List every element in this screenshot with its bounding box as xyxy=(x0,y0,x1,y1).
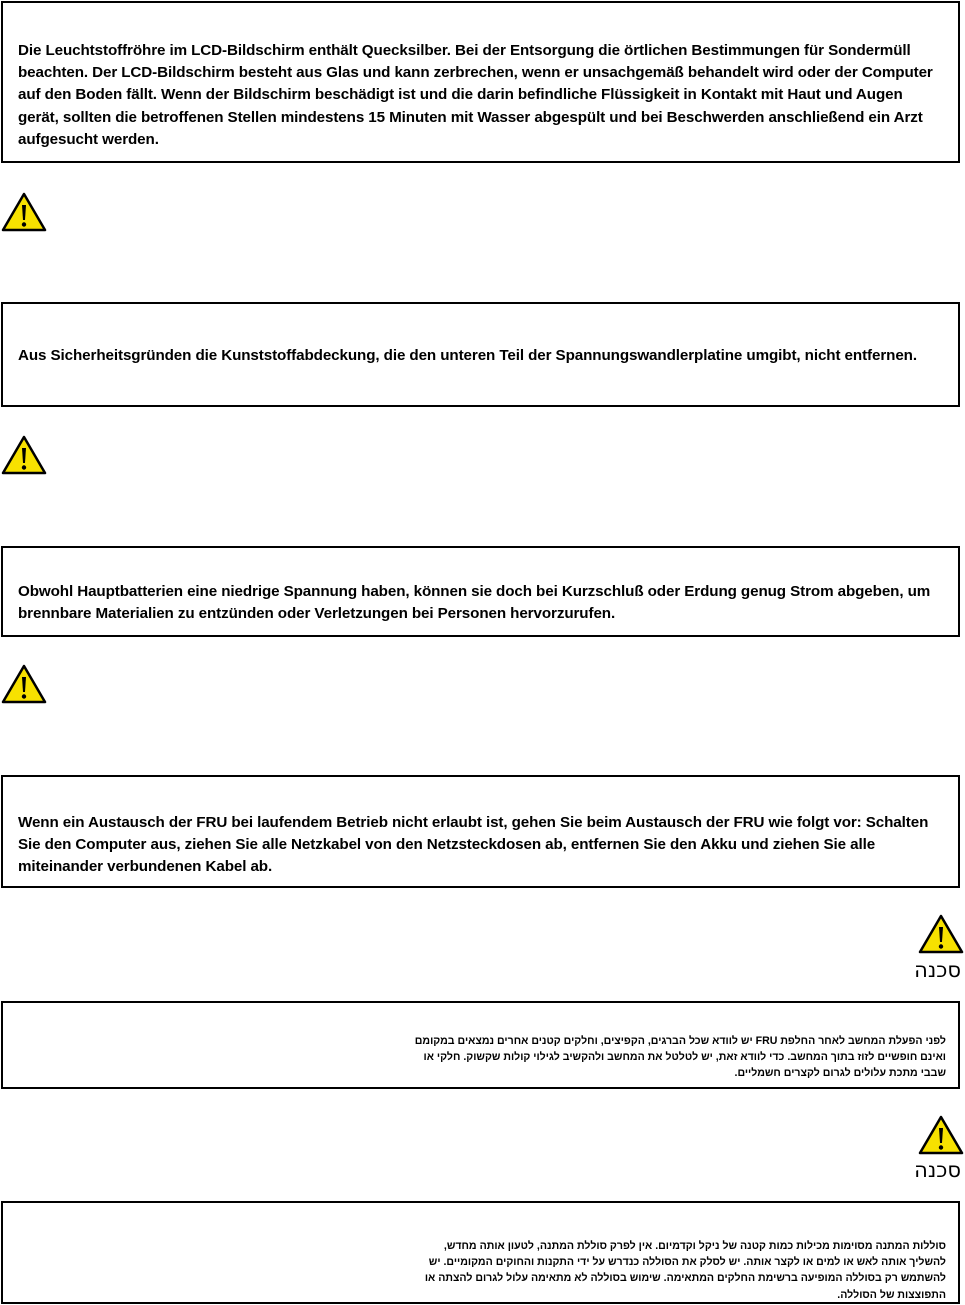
notice-text: Aus Sicherheitsgründen die Kunststoffabdeckung, die den unteren Teil der Spannungswandlerplatine umgibt, nicht entfernen. xyxy=(18,347,917,364)
warning-icon xyxy=(1,435,47,475)
warning-icon xyxy=(1,664,47,704)
notice-he-loose-parts xyxy=(1,1001,960,1089)
danger-label: סכנה xyxy=(914,1158,961,1182)
danger-label: סכנה xyxy=(914,958,961,982)
warning-icon xyxy=(918,1115,964,1155)
warning-icon xyxy=(1,192,47,232)
notice-text: Die Leuchtstoffröhre im LCD-Bildschirm enthält Quecksilber. Bei der Entsorgung die örtlichen Bestimmungen für Sondermüll beachten. Der LCD-Bildschirm besteht aus Glas und kann zerbrechen, wenn er unsachgemäß behandelt wird oder der Computer auf den Boden fällt. Wenn der Bildschirm beschädigt ist und die darin befindliche Flüssigkeit in Kontakt mit Haut und Augen gerät, sollten die betroffenen Stellen mindestens 15 Minuten mit Wasser abgespült und bei Beschwerden anschließend ein Arzt aufgesucht werden. xyxy=(18,42,933,148)
notice-text: לפני הפעלת המחשב לאחר החלפת FRU יש לוודא שכל הברגים, הקפיצים, וחלקים קטנים אחרים נמצאים במקומם ואינם חופשיים לזוז בתוך המחשב. כדי לוודא זאת, יש לטלטל את המחשב ולהקשיב לגילוי קולות שקשוק. חלקי או שבבי מתכת עלולים לגרום לקצרים חשמליים. xyxy=(414,1035,946,1080)
notice-he-backup-battery xyxy=(1,1201,960,1304)
notice-battery-short xyxy=(1,546,960,637)
notice-text: Wenn ein Austausch der FRU bei laufendem Betrieb nicht erlaubt ist, gehen Sie beim Austausch der FRU wie folgt vor: Schalten Sie den Computer aus, ziehen Sie alle Netzkabel von den Netzsteckdosen ab, entfernen Sie den Akku und ziehen Sie alle miteinander verbundenen Kabel ab. xyxy=(18,814,929,876)
warning-icon xyxy=(918,914,964,954)
notice-text: Obwohl Hauptbatterien eine niedrige Spannung haben, können sie doch bei Kurzschluß oder Erdung genug Strom abgeben, um brennbare Materialien zu entzünden oder Verletzungen bei Personen hervorzurufen. xyxy=(18,583,931,623)
notice-fru-replacement xyxy=(1,775,960,888)
notice-lcd-mercury xyxy=(1,1,960,163)
notice-plastic-cover xyxy=(1,302,960,407)
notice-text: סוללות המתנה מסוימות מכילות כמות קטנה של ניקל וקדמיום. אין לפרק סוללת המתנה, לטעון אותה מחדש, להשליך אותה לאש או למים או לקצר אותה. יש לסלק את הסוללה כנדרש על ידי התקנות והחוקים המקומיים. יש להשתמש רק בסוללה המופיעה ברשימת החלקים המתאימה. שימוש בסוללה לא מתאימה עלול לגרום להצתה או התפוצצות של הסוללה. xyxy=(424,1240,946,1301)
